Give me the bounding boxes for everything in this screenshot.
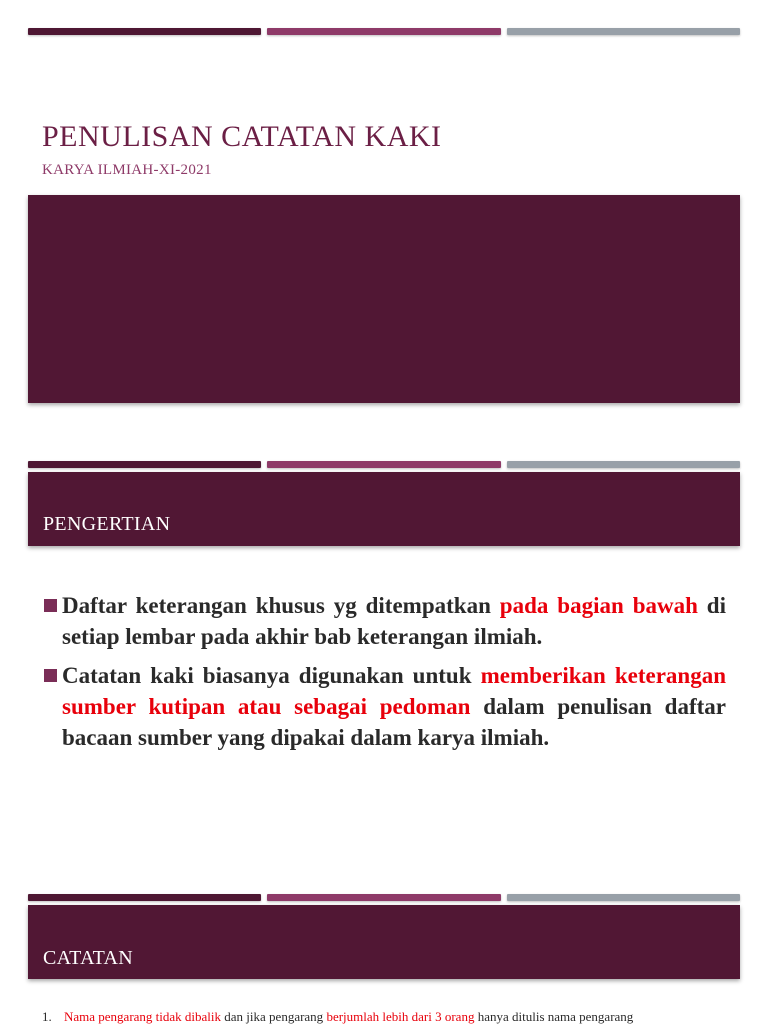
accent-bar-gray xyxy=(507,894,740,901)
slide-2-heading: PENGERTIAN xyxy=(43,513,171,535)
bullet-item-2 xyxy=(44,660,726,753)
square-bullet-icon xyxy=(44,599,57,612)
note-text: hanya ditulis nama pengarang xyxy=(474,1009,634,1024)
bullet-highlight: pada bagian bawah xyxy=(499,593,698,618)
note-number: 1. xyxy=(42,1009,52,1024)
accent-bar-dark xyxy=(28,894,261,901)
catatan-note-1 xyxy=(42,1009,633,1025)
bullet-text: di setiap lembar pada akhir bab keterangan ilmiah. xyxy=(62,593,726,649)
square-bullet-icon xyxy=(44,669,57,682)
bullet-text: Daftar keterangan khusus yg ditempatkan xyxy=(62,593,500,618)
bullet-list xyxy=(44,590,726,761)
accent-bar-dark xyxy=(28,28,261,35)
slide-3-heading: CATATAN xyxy=(43,947,134,969)
slide-3-header-banner xyxy=(28,905,740,979)
bullet-highlight: memberikan keterangan sumber kutipan atau sebagai pedoman xyxy=(62,663,727,719)
note-highlight: berjumlah lebih dari 3 orang xyxy=(326,1009,475,1024)
accent-bars-slide-1 xyxy=(28,28,740,35)
accent-bar-magenta xyxy=(267,461,500,468)
accent-bar-gray xyxy=(507,28,740,35)
accent-bars-slide-3 xyxy=(28,894,740,901)
bullet-item-1 xyxy=(44,590,726,652)
slide-1-banner xyxy=(28,195,740,403)
slide-2-header-banner xyxy=(28,472,740,546)
slide-1-subtitle: KARYA ILMIAH-XI-2021 xyxy=(42,162,212,178)
note-text: dan jika pengarang xyxy=(221,1009,327,1024)
accent-bar-gray xyxy=(507,461,740,468)
bullet-text: Catatan kaki biasanya digunakan untuk xyxy=(62,663,481,688)
accent-bars-slide-2 xyxy=(28,461,740,468)
bullet-text: dalam penulisan daftar bacaan sumber yang dipakai dalam karya ilmiah. xyxy=(62,694,726,750)
accent-bar-dark xyxy=(28,461,261,468)
slide-1-title: PENULISAN CATATAN KAKI xyxy=(42,120,442,153)
accent-bar-magenta xyxy=(267,894,500,901)
note-highlight: Nama pengarang tidak dibalik xyxy=(64,1009,222,1024)
accent-bar-magenta xyxy=(267,28,500,35)
